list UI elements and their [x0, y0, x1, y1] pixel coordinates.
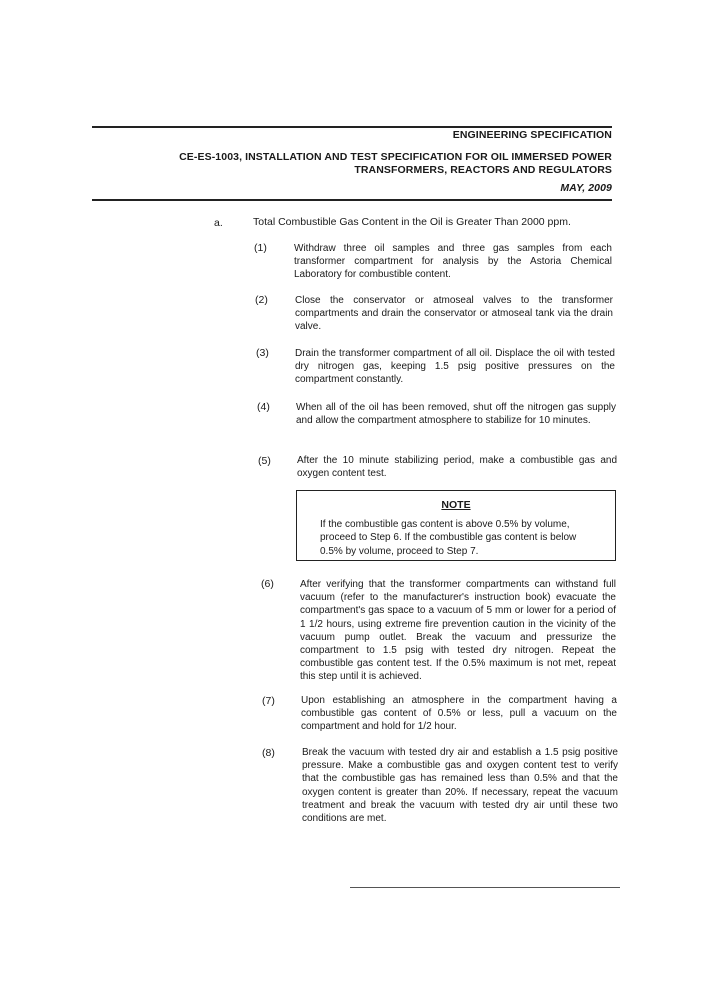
step-text: Upon establishing an atmosphere in the compartment having a combustible gas content of 0.5% or less, pull a vacuum on the compartment and hold for 1/2 hour.: [301, 695, 617, 733]
step-number: (3): [256, 347, 269, 359]
step-text: After verifying that the transformer compartments can withstand full vacuum (refer to the manufacturer's instruction book) evacuate the compartment's gas space to a vacuum of 5 mm or lower for a period of 1 1/2 hours, using extreme fire prevention caution in the vicinity of the vacuum pump outlet. Break the vacuum and pressurize the compartment to 1.5 psig with tested dry nitrogen. Repeat the combustible gas content test. If the 0.5% maximum is not met, repeat this step until it is achieved.: [300, 579, 616, 683]
step-number: (6): [261, 578, 274, 590]
step-number: (8): [262, 747, 275, 759]
step-text: When all of the oil has been removed, shut off the nitrogen gas supply and allow the compartment atmosphere to stabilize for 10 minutes.: [296, 402, 616, 427]
step-number: (1): [254, 242, 267, 254]
spec-doc-line-1: CE-ES-1003, INSTALLATION AND TEST SPECIFICATION FOR OIL IMMERSED POWER: [179, 151, 612, 163]
step-text: Drain the transformer compartment of all oil. Displace the oil with tested dry nitrogen gas, keeping 1.5 psig positive pressures on the compartment constantly.: [295, 348, 615, 386]
step-text: Withdraw three oil samples and three gas samples from each transformer compartment for analysis by the Astoria Chemical Laboratory for combustible content.: [294, 243, 612, 281]
spec-date: MAY, 2009: [560, 182, 612, 194]
section-heading: Total Combustible Gas Content in the Oil is Greater Than 2000 ppm.: [253, 216, 571, 228]
spec-title: ENGINEERING SPECIFICATION: [452, 129, 612, 141]
step-text: Close the conservator or atmoseal valves to the transformer compartments and drain the conservator or atmoseal tank via the drain valve.: [295, 295, 613, 333]
step-number: (7): [262, 695, 275, 707]
note-title: NOTE: [441, 499, 471, 511]
header-top-rule: [92, 126, 612, 128]
step-number: (4): [257, 401, 270, 413]
note-box: [296, 490, 616, 561]
step-number: (5): [258, 455, 271, 467]
header-bottom-rule: [92, 199, 612, 201]
section-label: a.: [214, 217, 223, 229]
spec-doc-line-2: TRANSFORMERS, REACTORS AND REGULATORS: [354, 164, 612, 176]
step-text: After the 10 minute stabilizing period, make a combustible gas and oxygen content test.: [297, 455, 617, 480]
step-text: Break the vacuum with tested dry air and establish a 1.5 psig positive pressure. Make a combustible gas and oxygen content test to verify that the combustible gas has remained less than 0.5% and that the oxygen content is greater than 20%. If necessary, repeat the vacuum treatment and break the vacuum with tested dry air until these two conditions are met.: [302, 747, 618, 825]
step-number: (2): [255, 294, 268, 306]
note-text: If the combustible gas content is above 0.5% by volume, proceed to Step 6. If the combustible gas content is below 0.5% by volume, proceed to Step 7.: [320, 519, 577, 557]
footer-rule: [350, 887, 620, 888]
